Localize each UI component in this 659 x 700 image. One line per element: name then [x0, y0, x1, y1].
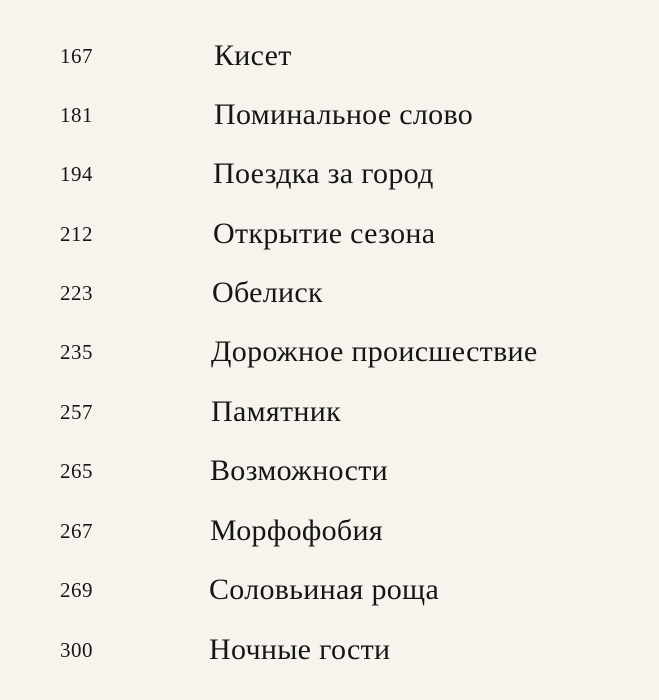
- toc-entry: [0, 36, 659, 76]
- toc-entry: [0, 511, 659, 551]
- toc-entry: [0, 630, 659, 670]
- toc-entry: [0, 332, 659, 372]
- toc-page-number: 212: [60, 222, 93, 246]
- toc-title: Ночные гости: [209, 633, 391, 666]
- toc-page-number: 194: [60, 162, 93, 186]
- toc-entry: [0, 451, 659, 491]
- toc-entry: [0, 570, 659, 610]
- toc-page-number: 257: [60, 400, 93, 424]
- toc-title: Соловьиная роща: [209, 573, 440, 606]
- toc-page-number: 167: [60, 44, 93, 68]
- toc-page-number: 223: [60, 281, 93, 305]
- toc-page-number: 300: [60, 638, 93, 662]
- toc-page-number: 265: [60, 459, 93, 483]
- toc-entry: [0, 154, 659, 194]
- toc-entry: [0, 273, 659, 313]
- toc-page-number: 267: [60, 519, 93, 543]
- toc-title: Возможности: [210, 454, 388, 487]
- toc-entry: [0, 392, 659, 432]
- toc-title: Кисет: [214, 39, 292, 72]
- toc-title: Открытие сезона: [213, 217, 436, 250]
- toc-entry: [0, 95, 659, 135]
- toc-page-number: 181: [60, 103, 93, 127]
- toc-title: Памятник: [211, 395, 341, 428]
- toc-title: Поминальное слово: [214, 98, 474, 131]
- toc-title: Морфофобия: [210, 514, 383, 547]
- toc-title: Поездка за город: [213, 157, 434, 190]
- toc-page-number: 235: [60, 340, 93, 364]
- toc-title: Дорожное происшествие: [211, 335, 538, 368]
- toc-title: Обелиск: [212, 276, 323, 309]
- toc-entry: [0, 214, 659, 254]
- toc-page-number: 269: [60, 578, 93, 602]
